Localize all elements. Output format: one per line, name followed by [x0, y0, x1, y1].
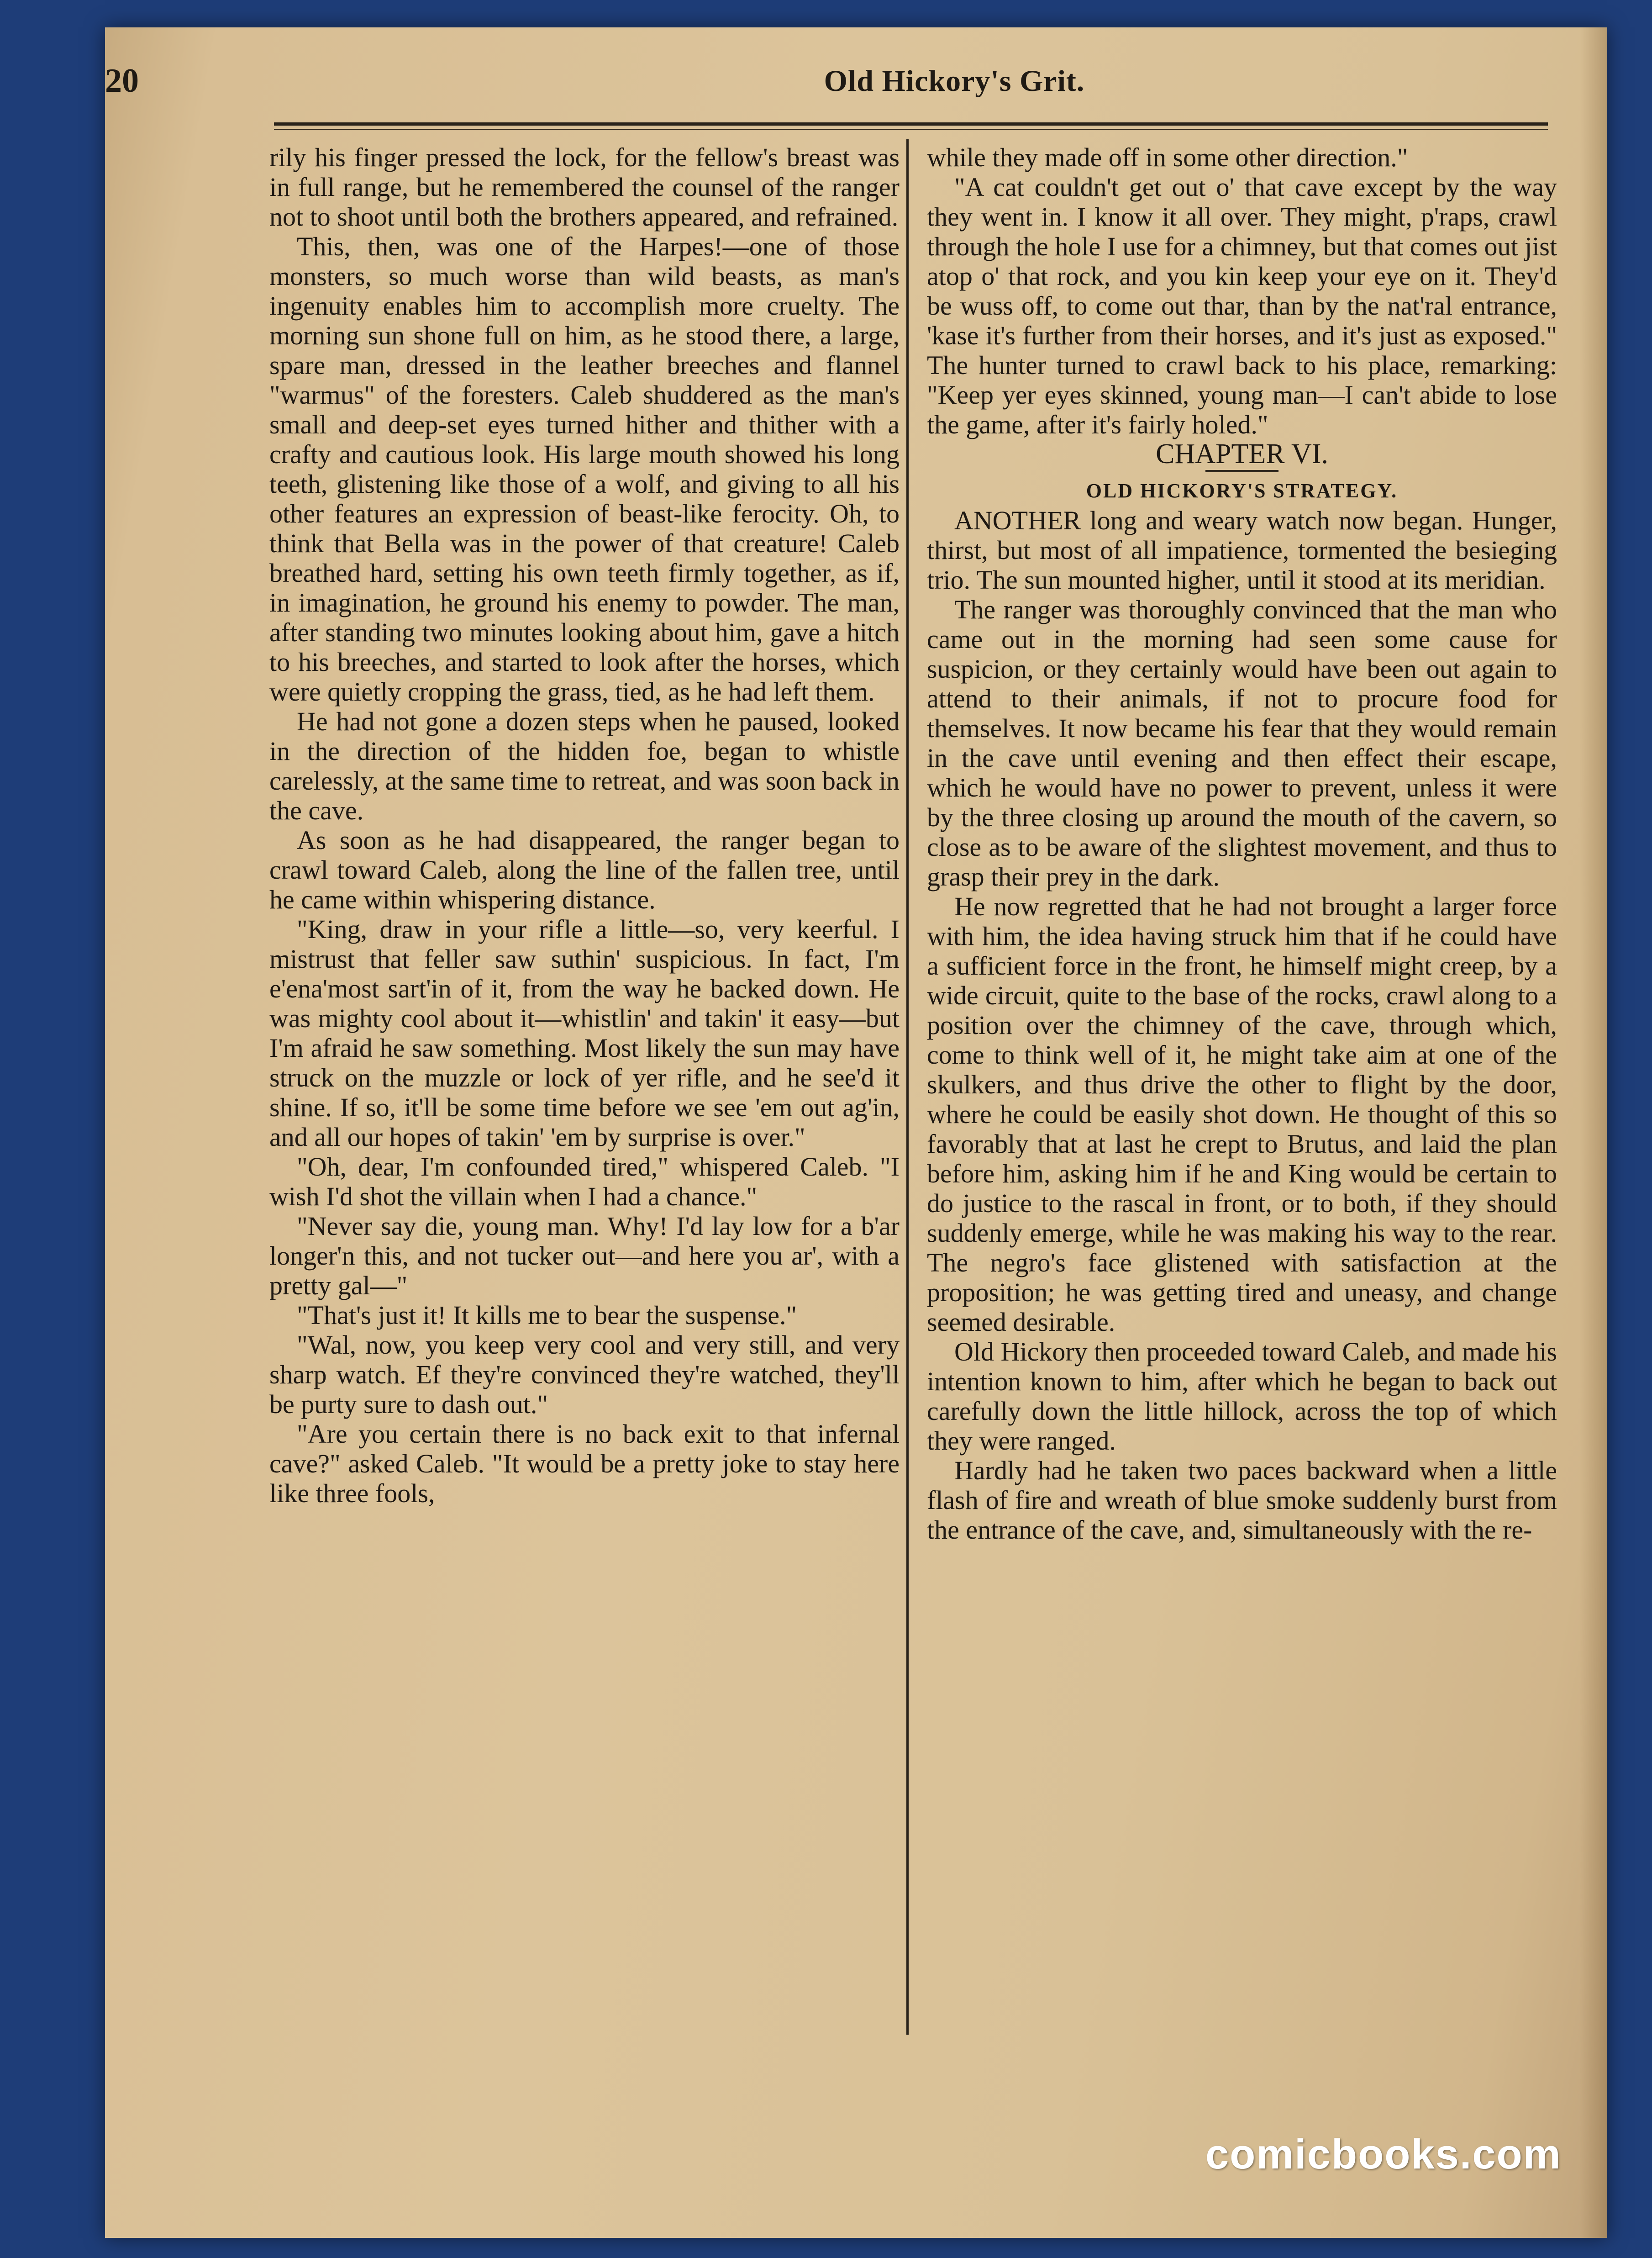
- header-rule: [274, 122, 1548, 126]
- paragraph: "That's just it! It kills me to bear the suspense.": [297, 1300, 797, 1330]
- paragraph: Hardly had he taken two paces backward when a little flash of fire and wreath of blue smoke suddenly burst from the entrance of the cave, and, simultaneously with the re-: [927, 1456, 1557, 1545]
- paragraph: "A cat couldn't get out o' that cave except by the way they went in. I know it all over. They might, p'raps, crawl through the hole I use for a chimney, but that comes out jist atop o' that rock, and you kin keep your eye on it. They'd be wuss off, to come out thar, than by the nat'ral entrance, 'kase it's further from their horses, and it's just as exposed." The hunter turned to crawl back to his place, remarking: "Keep yer eyes skinned, young man—I can't abide to lose the game, after it's fairly holed.": [927, 172, 1557, 439]
- paragraph: while they made off in some other direction.": [927, 142, 1408, 172]
- chapter-subtitle: OLD HICKORY'S STRATEGY.: [1086, 480, 1398, 502]
- page-number: 20: [105, 62, 139, 100]
- header-rule-thin: [274, 129, 1548, 130]
- running-title: Old Hickory's Grit.: [824, 64, 1085, 98]
- paragraph: This, then, was one of the Harpes!—one of those monsters, so much worse than wild beasts, as man's ingenuity enables him to accomplish more cruelty. The morning sun shone full on him, as he stood there, a large, spare man, dressed in the leather breeches and flannel "warmus" of the foresters. Caleb shuddered as the man's small and deep-set eyes turned hither and thither with a crafty and cautious look. His large mouth showed his long teeth, glistening like those of a wolf, and giving to all his other features an expression of beast-like ferocity. Oh, to think that Bella was in the power of that creature! Caleb breathed hard, setting his own teeth firmly together, as if, in imagination, he ground his enemy to powder. The man, after standing two minutes looking about him, gave a hitch to his breeches, and started to look after the horses, which were quietly cropping the grass, tied, as he had left them.: [269, 232, 900, 707]
- paragraph: "Oh, dear, I'm confounded tired," whispered Caleb. "I wish I'd shot the villain when I had a chance.": [269, 1152, 900, 1211]
- paragraph: "Are you certain there is no back exit to that infernal cave?" asked Caleb. "It would be a pretty joke to stay here like three fools,: [269, 1419, 900, 1508]
- paragraph: "King, draw in your rifle a little—so, very keerful. I mistrust that feller saw suthin' suspicious. In fact, I'm e'ena'most sart'in of it, from the way he backed down. He was mighty cool about it—whistlin' and takin' it easy—but I'm afraid he saw something. Most likely the sun may have struck on the muzzle or lock of yer rifle, and he see'd it shine. If so, it'll be some time before we see 'em out ag'in, and all our hopes of takin' 'em by surprise is over.": [269, 914, 900, 1152]
- paragraph: The ranger was thoroughly convinced that the man who came out in the morning had seen some cause for suspicion, or they certainly would have been out again to attend to their animals, if not to procure food for themselves. It now became his fear that they would remain in the cave until evening and then effect their escape, which he would have no power to prevent, unless it were by the three closing up around the mouth of the cavern, so close as to be aware of the slightest movement, and thus to grasp their prey in the dark.: [927, 595, 1557, 892]
- chapter-title: CHAPTER VI.: [1156, 438, 1328, 470]
- left-column: [269, 142, 900, 1508]
- paragraph: Old Hickory then proceeded toward Caleb, and made his intention known to him, after which he began to back out carefully down the little hillock, across the top of which they were ranged.: [927, 1337, 1557, 1456]
- column-divider: [906, 139, 909, 2035]
- paragraph: "Never say die, young man. Why! I'd lay low for a b'ar longer'n this, and not tucker out—and here you ar', with a pretty gal—": [269, 1211, 900, 1300]
- paragraph: ANOTHER long and weary watch now began. Hunger, thirst, but most of all impatience, tormented the besieging trio. The sun mounted higher, until it stood at its meridian.: [927, 506, 1557, 595]
- paragraph: As soon as he had disappeared, the ranger began to crawl toward Caleb, along the line of the fallen tree, until he came within whispering distance.: [269, 825, 900, 914]
- paragraph: rily his finger pressed the lock, for the fellow's breast was in full range, but he remembered the counsel of the ranger not to shoot until both the brothers appeared, and refrained.: [269, 142, 900, 232]
- watermark-logo: comicbooks.com: [1205, 2131, 1562, 2178]
- paragraph: He had not gone a dozen steps when he paused, looked in the direction of the hidden foe, began to whistle carelessly, at the same time to retreat, and was soon back in the cave.: [269, 707, 900, 825]
- chapter-rule: [1205, 470, 1278, 472]
- paragraph: He now regretted that he had not brought a larger force with him, the idea having struck him that if he could have a sufficient force in the front, he himself might creep, by a wide circuit, quite to the base of the rocks, crawl along to a position over the chimney of the cave, through which, come to think well of it, he might take aim at one of the skulkers, and thus drive the other to flight by the door, where he could be easily shot down. He thought of this so favorably that at last he crept to Brutus, and laid the plan before him, asking him if he and King would be certain to do justice to the rascal in front, or to both, if they should suddenly emerge, while he was making his way to the rear. The negro's face glistened with satisfaction at the proposition; he was getting tired and uneasy, and change seemed desirable.: [927, 892, 1557, 1337]
- right-column: [927, 142, 1557, 1545]
- paragraph: "Wal, now, you keep very cool and very still, and very sharp watch. Ef they're convinced they're watched, they'll be purty sure to dash out.": [269, 1330, 900, 1419]
